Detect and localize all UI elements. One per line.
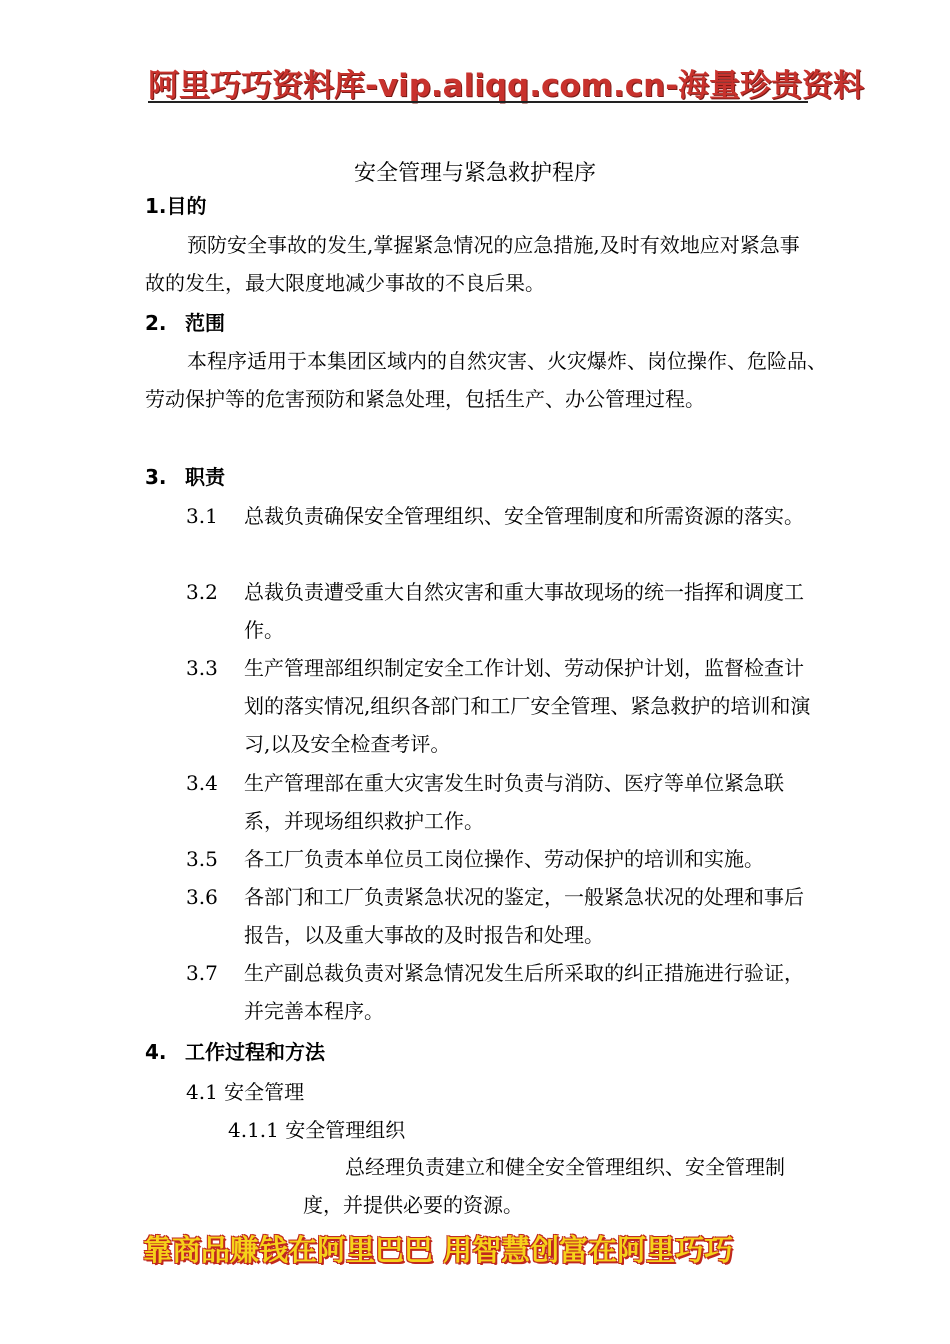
subsection-4-1-1: 4.1.1 安全管理组织 (228, 1118, 406, 1142)
section-number: 3. (145, 465, 167, 489)
item-text: 生产管理部在重大灾害发生时负责与消防、医疗等单位紧急联系，并现场组织救护工作。 (244, 771, 784, 833)
header-rule (148, 101, 808, 103)
subsection-4-1-1-body: 总经理负责建立和健全安全管理组织、安全管理制度，并提供必要的资源。 (303, 1155, 785, 1217)
item-text: 总裁负责遭受重大自然灾害和重大事故现场的统一指挥和调度工作。 (244, 580, 804, 642)
section-2-heading (145, 307, 225, 336)
item-number: 3.3 (186, 656, 218, 680)
item-text: 生产副总裁负责对紧急情况发生后所采取的纠正措施进行验证，并完善本程序。 (244, 961, 804, 1023)
item-text: 总裁负责确保安全管理组织、安全管理制度和所需资源的落实。 (244, 504, 804, 528)
item-number: 3.2 (186, 580, 218, 604)
subsection-4-1: 4.1 安全管理 (186, 1080, 305, 1104)
section-title: 目的 (166, 194, 207, 218)
item-number: 3.6 (186, 885, 218, 909)
section-number: 2. (145, 311, 167, 335)
section-4-heading (145, 1036, 325, 1065)
section-2-body: 本程序适用于本集团区域内的自然灾害、火灾爆炸、岗位操作、危险品、劳动保护等的危害预防和紧急处理，包括生产、办公管理过程。 (145, 349, 827, 411)
section-number: 1. (145, 194, 167, 218)
footer-banner: 靠商品赚钱在阿里巴巴 用智慧创富在阿里巧巧 (143, 1233, 734, 1267)
item-text: 各工厂负责本单位员工岗位操作、劳动保护的培训和实施。 (244, 847, 764, 871)
section-1-body: 预防安全事故的发生,掌握紧急情况的应急措施,及时有效地应对紧急事故的发生，最大限度地减少事故的不良后果。 (145, 233, 800, 295)
item-number: 3.7 (186, 961, 218, 985)
header-banner: 阿里巧巧资料库-vip.aliqq.com.cn-海量珍贵资料 (148, 68, 865, 104)
document-title: 安全管理与紧急救护程序 (353, 161, 596, 186)
section-title: 范围 (185, 311, 225, 335)
item-number: 3.5 (186, 847, 218, 871)
item-number: 3.4 (186, 771, 218, 795)
section-number: 4. (145, 1040, 167, 1064)
item-number: 3.1 (186, 504, 218, 528)
section-title: 工作过程和方法 (185, 1040, 325, 1064)
section-title: 职责 (185, 465, 225, 489)
section-1-heading (145, 190, 207, 219)
item-text: 生产管理部组织制定安全工作计划、劳动保护计划，监督检查计划的落实情况,组织各部门和工厂安全管理、紧急救护的培训和演习,以及安全检查考评。 (244, 656, 811, 756)
item-text: 各部门和工厂负责紧急状况的鉴定，一般紧急状况的处理和事后报告，以及重大事故的及时报告和处理。 (244, 885, 804, 947)
section-3-heading (145, 461, 225, 490)
